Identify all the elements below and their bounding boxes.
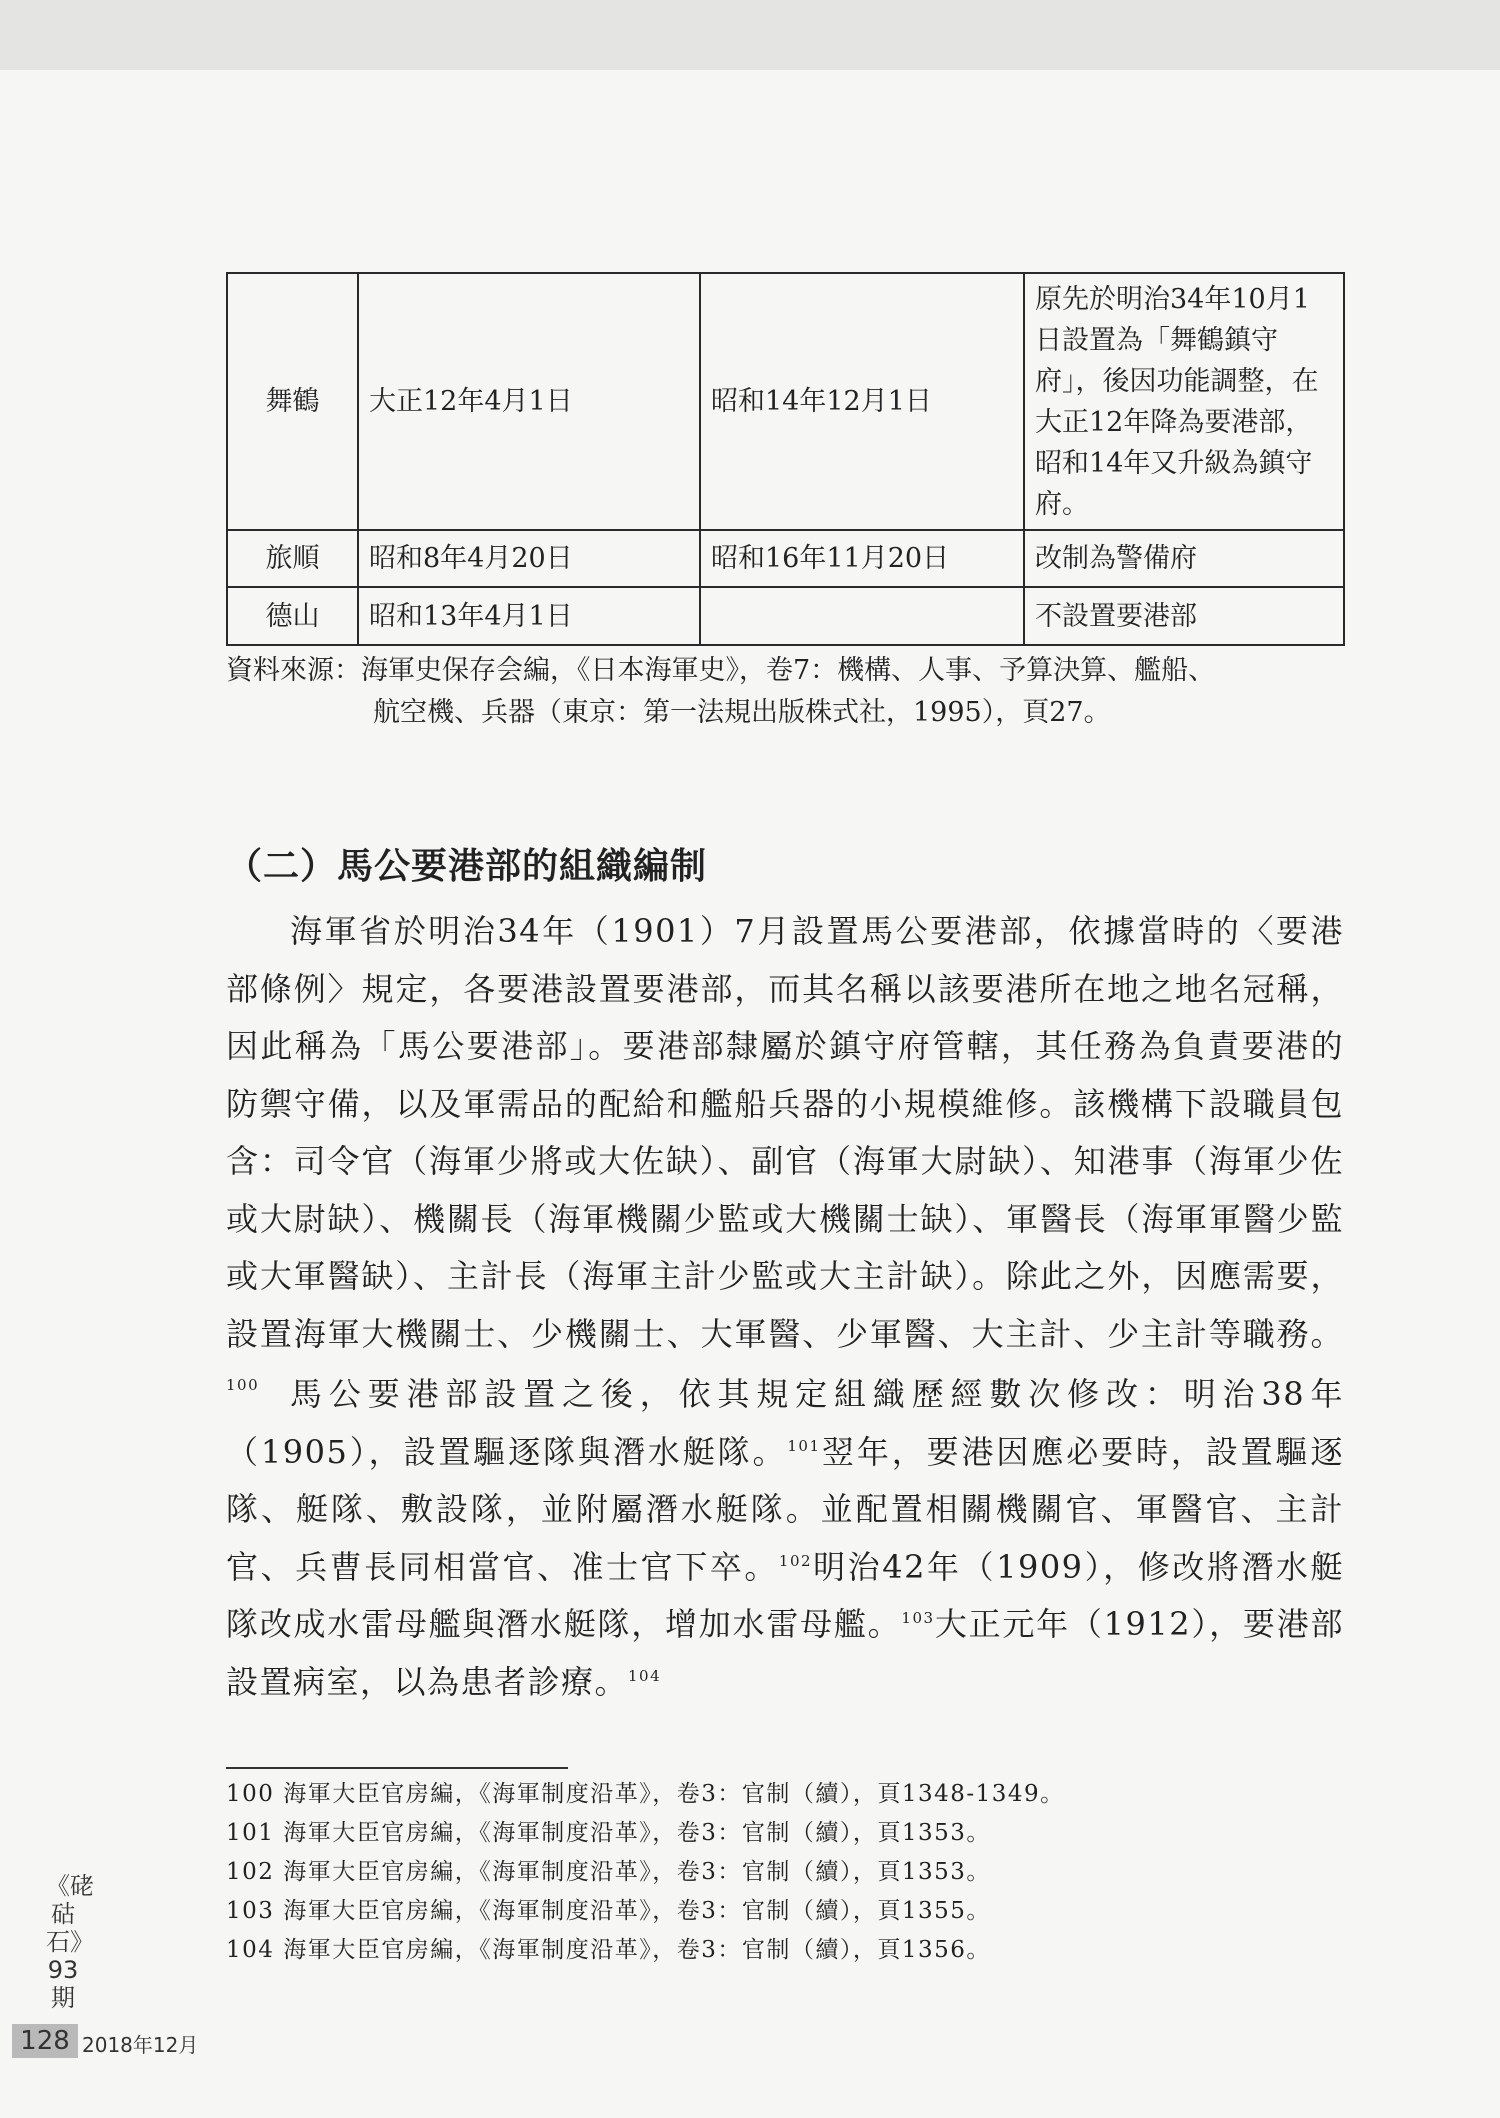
paragraph-text: 海軍省於明治34年（1901）7月設置馬公要港部，依據當時的〈要港部條例〉規定，各要港設置要港部，而其名稱以該要港所在地之地名冠稱，因此稱為「馬公要港部」。要港部隸屬於鎮守府管轄，其任務為負責要港的防禦守備，以及軍需品的配給和艦船兵器的小規模維修。該機構下設職員包含：司令官（海軍少將或大佐缺）、副官（海軍大尉缺）、知港事（海軍少佐或大尉缺）、機關長（海軍機關少監或大機關士缺）、軍醫長（海軍軍醫少監或大軍醫缺）、主計長（海軍主計少監或大主計缺）。除此之外，因應需要，設置海軍大機關士、少機關士、大軍醫、少軍醫、大主計、少主計等職務。 <box>226 912 1344 1353</box>
source-line: 航空機、兵器（東京：第一法規出版株式社，1995），頁27。 <box>373 697 1111 728</box>
table-row <box>227 530 1344 587</box>
start-date-cell: 昭和8年4月20日 <box>358 530 700 587</box>
table-source-note <box>226 650 1356 734</box>
note-cell: 不設置要港部 <box>1024 587 1344 645</box>
journal-title: 《硓𥑮石》93期 <box>46 1872 94 2012</box>
naval-port-table <box>226 272 1345 646</box>
start-date-cell: 昭和13年4月1日 <box>358 587 700 645</box>
paragraph-text: 馬公要港部設置之後，依其規定組織歷經數次修改：明治38年（1905），設置驅逐隊與潛水艇隊。 <box>226 1375 1344 1471</box>
end-date-cell: 昭和14年12月1日 <box>700 273 1024 530</box>
body-paragraph <box>226 903 1344 1421</box>
footnote-ref: 101 <box>787 1436 821 1455</box>
paragraph-text: 明治42年（1909），修改將潛水艇隊改成水雷母艦與潛水艇隊，增加水雷母艦。 <box>226 1547 1344 1643</box>
table-row <box>227 587 1344 645</box>
section-heading: （二）馬公要港部的組織編制 <box>226 846 708 887</box>
footnote-ref: 100 <box>226 1376 260 1394</box>
start-date-cell: 大正12年4月1日 <box>358 273 700 530</box>
note-cell: 原先於明治34年10月1日設置為「舞鶴鎮守府」，後因功能調整，在大正12年降為要港部，昭和14年又升級為鎮守府。 <box>1024 273 1344 530</box>
paragraph-text: 翌年，要港因應必要時，設置驅逐隊、艇隊、敷設隊，並附屬潛水艇隊。並配置相關機關官、軍醫官、主計官、兵曹長同相當官、准士官下卒。 <box>226 1432 1344 1586</box>
scan-top-band <box>0 0 1500 70</box>
footnote-ref: 104 <box>628 1666 662 1685</box>
place-cell: 舞鶴 <box>227 273 358 530</box>
footnote: 100 海軍大臣官房編，《海軍制度沿革》，卷3：官制（續），頁1348-1349。 <box>226 1781 1065 1807</box>
footnotes <box>226 1775 1065 1970</box>
paragraph-text: 大正元年（1912），要港部設置病室，以為患者診療。 <box>226 1605 1344 1701</box>
footnote-ref: 103 <box>901 1609 935 1627</box>
end-date-cell: 昭和16年11月20日 <box>700 530 1024 587</box>
end-date-cell <box>700 587 1024 645</box>
note-cell: 改制為警備府 <box>1024 530 1344 587</box>
source-line: 資料來源：海軍史保存会編，《日本海軍史》，卷7：機構、人事、予算決算、艦船、 <box>226 655 1216 686</box>
footnote: 104 海軍大臣官房編，《海軍制度沿革》，卷3：官制（續），頁1356。 <box>226 1937 991 1963</box>
page-number: 128 <box>12 2024 78 2058</box>
footnote-divider <box>226 1767 568 1769</box>
footnote: 102 海軍大臣官房編，《海軍制度沿革》，卷3：官制（續），頁1353。 <box>226 1859 991 1885</box>
table-row <box>227 273 1344 530</box>
place-cell: 旅順 <box>227 530 358 587</box>
footnote: 103 海軍大臣官房編，《海軍制度沿革》，卷3：官制（續），頁1355。 <box>226 1898 991 1924</box>
place-cell: 德山 <box>227 587 358 645</box>
issue-date: 2018年12月 <box>82 2033 199 2057</box>
footnote: 101 海軍大臣官房編，《海軍制度沿革》，卷3：官制（續），頁1353。 <box>226 1820 991 1846</box>
body-paragraph <box>226 1366 1344 1711</box>
footnote-ref: 102 <box>778 1551 813 1570</box>
